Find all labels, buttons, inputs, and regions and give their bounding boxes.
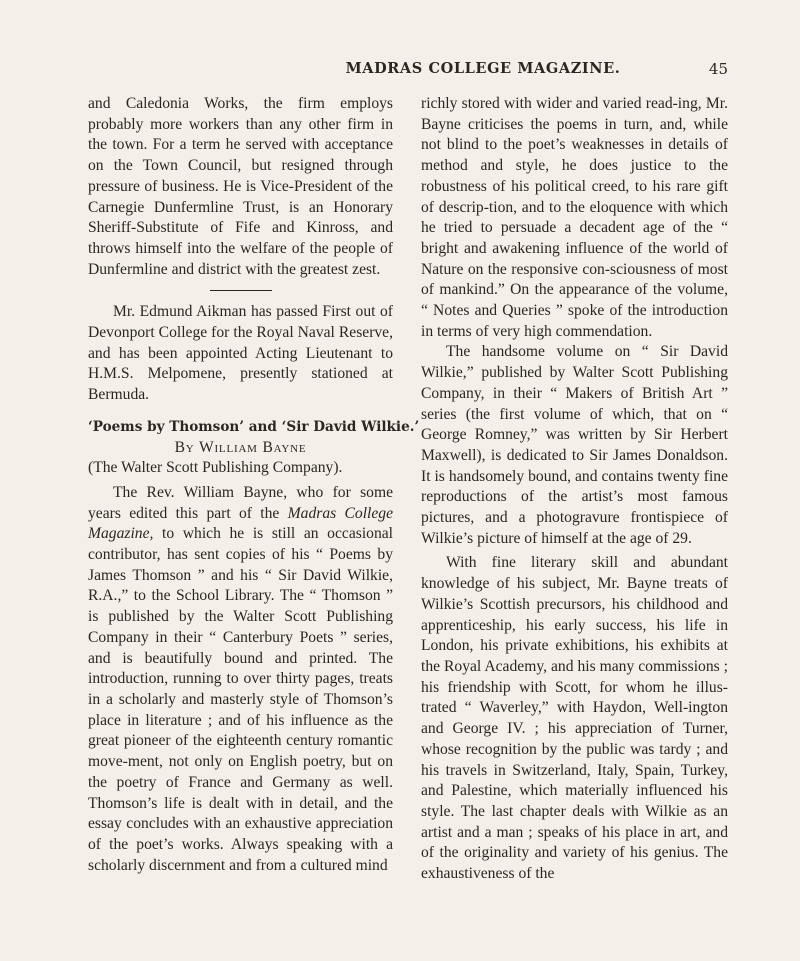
section-divider (210, 290, 272, 291)
page-header (88, 60, 728, 84)
paragraph-wilkie-life: With fine literary skill and abundant knowledge of his subject, Mr. Bayne treats of Wilkie’s Scottish precursors, his childhood and apprenticeship, his early success, his life in London, his private exhibitions, his exhibits at the Royal Academy, and his many commissions ; his friendship with Scott, for whom he illus-trated “ Waverley,” with Haydon, Well-ington and George IV. ; his appreciation of Turner, whose recognition by the public was tardy ; and his travels in Switzerland, Italy, Spain, Turkey, and Palestine, which materially influenced his style. The last chapter deals with Wilkie as an artist and a man ; speaks of his place in art, and of the originality and variety of his genius. The exhaustiveness of the (421, 554, 728, 883)
magazine-title-italic: Madras College Magazine, (88, 504, 393, 543)
left-column (88, 94, 420, 876)
running-title: MADRAS COLLEGE MAGAZINE. (345, 60, 621, 77)
paragraph-bayne (88, 483, 393, 876)
paragraph-thomson-review: richly stored with wider and varied read-ing, Mr. Bayne criticises the poems in turn, and, while not blind to the poet’s weaknesses in details of method and style, he does justice to the robustness of his political creed, to his rare gift of descrip-tion, and to the eloquence with which he tried to persuade a decadent age of the “ bright and awakening influence of the world of Nature on the responsive con-sciousness of most of mankind.” On the appearance of the volume, “ Notes and Queries ” spoke of the introduction in terms of very high commendation. (421, 95, 728, 340)
paragraph-bayne-text-a: The Rev. William Bayne, who for some years edited this part of the (88, 483, 393, 522)
publisher-note: (The Walter Scott Publishing Company). (88, 459, 343, 477)
article-byline: By William Bayne (174, 438, 307, 456)
paragraph-aikman: Mr. Edmund Aikman has passed First out of Devonport College for the Royal Naval Reserve, and has been appointed Acting Lieutenant to H.M.S. Melpomene, presently stationed at Bermuda. (88, 303, 393, 404)
paragraph-continued: and Caledonia Works, the firm employs probably more workers than any other firm in the town. For a term he served with acceptance on the Town Council, but resigned through pressure of business. He is Vice-President of the Carnegie Dunfermline Trust, is an Honorary Sheriff-Substitute of Fife and Kinross, and throws himself into the welfare of the people of Dunfermline and district with the greatest zest. (88, 95, 393, 278)
page-number: 45 (708, 60, 728, 78)
right-column (421, 94, 728, 885)
article-heading: ‘Poems by Thomson’ and ‘Sir David Wilkie.’ (88, 418, 420, 435)
paragraph-wilkie-volume: The handsome volume on “ Sir David Wilkie,” published by Walter Scott Publishing Company, in their “ Makers of British Art ” series (the first volume of which, that on “ George Romney,” was written by Sir Herbert Maxwell), is dedicated to Sir James Donaldson. It is handsomely bound, and contains twenty fine reproductions of the artist’s most famous pictures, and a photogravure frontispiece of Wilkie’s picture of himself at the age of 29. (421, 343, 728, 547)
paragraph-bayne-text-b: to which he is still an occasional contributor, has sent copies of his “ Poems by James Thomson ” and his “ Sir David Wilkie, R.A.,” to the School Library. The “ Thomson ” is published by the Walter Scott Publishing Company in their “ Canterbury Poets ” series, and is beautifully bound and printed. The introduction, running to over thirty pages, treats in a scholarly and masterly style of Thomson’s place in literature ; and of his influence as the great pioneer of the eighteenth century romantic move-ment, not only on English poetry, but on the poetry of France and Germany as well. Thomson’s life is dealt with in detail, and the essay concludes with an exhaustive appreciation of the poet’s works. Always speaking with a scholarly discernment and from a cultured mind (88, 525, 393, 874)
